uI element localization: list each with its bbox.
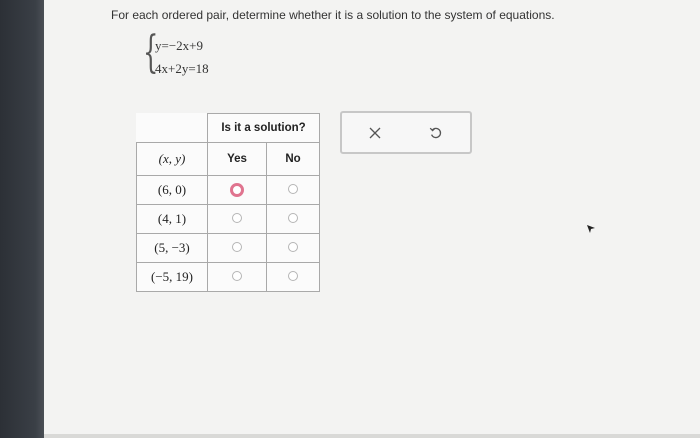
yes-radio[interactable] <box>232 213 242 223</box>
yes-column-header: Yes <box>208 142 267 175</box>
table-row <box>137 262 320 291</box>
undo-icon[interactable] <box>426 123 446 143</box>
ordered-pair: (5, −3) <box>137 233 208 262</box>
no-radio[interactable] <box>288 242 298 252</box>
bottom-strip <box>44 434 700 438</box>
no-radio[interactable] <box>288 271 298 281</box>
no-radio[interactable] <box>288 184 298 194</box>
yes-radio[interactable] <box>232 242 242 252</box>
question-prompt: For each ordered pair, determine whether it is a solution to the system of equations. <box>111 8 555 22</box>
equation-2: 4x+2y=18 <box>155 61 209 76</box>
table-corner <box>137 114 208 143</box>
yes-radio[interactable] <box>230 183 244 197</box>
solution-table <box>136 113 320 292</box>
no-column-header: No <box>267 142 320 175</box>
ordered-pair: (−5, 19) <box>137 262 208 291</box>
table-row <box>137 175 320 204</box>
mouse-pointer-icon <box>586 221 596 231</box>
table-row <box>137 204 320 233</box>
equation-1: y=−2x+9 <box>155 38 203 53</box>
x-icon[interactable] <box>365 123 385 143</box>
ordered-pair: (4, 1) <box>137 204 208 233</box>
left-edge-frame <box>0 0 44 438</box>
no-radio[interactable] <box>288 213 298 223</box>
table-row <box>137 233 320 262</box>
system-brace: { <box>143 27 159 78</box>
pair-column-header: (x, y) <box>137 142 208 175</box>
ordered-pair: (6, 0) <box>137 175 208 204</box>
yes-radio[interactable] <box>232 271 242 281</box>
solution-header: Is it a solution? <box>208 114 320 143</box>
answer-actions <box>340 111 472 154</box>
